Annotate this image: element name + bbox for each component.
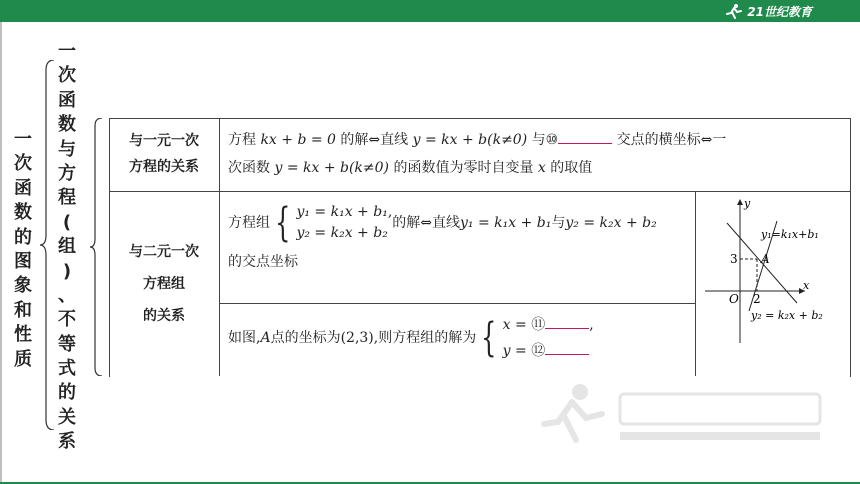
row1-content [228,126,846,182]
y-equals: y = [502,343,532,359]
intersection-graph [697,193,847,375]
row2-part2 [228,312,690,364]
line2-label: y₂ = k₂x + b₂ [751,309,823,322]
y-axis-arrow [737,199,743,205]
text: 方程组 [228,215,270,231]
solution-equations [503,312,594,364]
text: 的解⇔直线 [392,215,460,231]
runner-icon [725,3,743,19]
row2-label [110,236,218,332]
variable: x [537,160,546,176]
row1-label-line1: 与一元一次 [129,133,199,149]
title-char: 的 [14,226,32,248]
answer-blank-12[interactable] [545,340,589,355]
answer-blank-11[interactable] [545,314,589,329]
solution-line [228,312,690,364]
text: 交点的横坐标⇔一 [612,132,727,148]
point-label: A [260,330,271,346]
row2-part1-tail: 的交点坐标 [228,254,298,270]
title-char: 程 [58,187,76,209]
title-char: 一 [14,129,32,150]
title-char: 组 [58,236,76,258]
row1-label [110,128,218,180]
title-char: 等 [58,333,76,355]
title-char: 次 [14,153,32,175]
system-line [228,202,690,244]
title-char: 与 [58,138,76,160]
equation: y = kx + b(k≠0) [412,132,528,148]
title-char: 关 [58,406,76,428]
text: 如图, [228,330,261,346]
x-equals: x = [502,317,532,333]
title-char: 、 [58,284,76,306]
row2-label-line1: 与二元一次 [129,244,199,260]
left-border-line [0,22,2,484]
text: , [387,204,393,220]
subrow-divider [219,303,695,304]
text: 方程 [228,132,261,148]
row-divider [109,191,851,192]
title-char: ) [62,260,72,282]
title-char: 不 [58,309,76,331]
row2-label-line3: 的关系 [143,308,185,324]
text: 的解⇔直线 [335,132,413,148]
row1-line1 [228,126,846,154]
title-char: 函 [14,177,32,199]
line1-equation: y₁ = k₁x + b₁ [460,215,552,231]
left-brace: { [481,315,497,361]
point-a-label: A [761,252,770,266]
x-tick-2: 2 [753,292,761,306]
title-char: 象 [14,275,32,297]
watermark-logo [540,380,840,450]
title-char: 式 [58,358,76,380]
label-column-divider [219,118,220,376]
row2-part1 [228,202,690,276]
equation: y = kx + b(k≠0) [274,160,390,176]
y-axis-label: y [744,197,751,210]
sub-title-brace [90,118,106,376]
x-axis-label: x [803,279,810,292]
row1-line2 [228,154,846,182]
row2-label-line2: 方程组 [143,276,185,292]
title-char: 和 [14,299,32,321]
line1-label: y₁=k₁x+b₁ [761,228,819,241]
text: 的函数值为零时自变量 [389,160,538,176]
blank-number-12: ⑫ [531,343,546,359]
y-tick-3: 3 [730,252,738,266]
title-char: 函 [58,89,76,111]
title-char: 性 [14,324,32,346]
title-char: 数 [14,202,32,224]
text: 次函数 [228,160,275,176]
title-char: ( [62,211,72,233]
graph-column-divider [695,191,696,376]
title-char: 次 [58,65,76,87]
system-eq2: y₂ = k₂x + b₂ [296,225,388,241]
system-eq1: y₁ = k₁x + b₁ [296,204,388,220]
title-char: 方 [58,162,76,184]
text: 与 [551,215,566,231]
sub-title-vertical [56,40,78,455]
text: 的取值 [545,160,593,176]
logo-text: 21世纪教育 [747,4,812,19]
blank-number-10: ⑩ [545,132,559,148]
title-char: 数 [58,114,76,136]
origin-label: O [729,292,739,306]
equation-system [270,202,392,244]
equation: kx + b = 0 [260,132,336,148]
text: 与 [527,132,546,148]
title-char: 一 [58,41,76,62]
solution-system [476,312,593,364]
title-char: 系 [58,431,76,453]
text: , [589,317,594,333]
row1-label-line2: 方程的关系 [129,159,199,175]
line2-equation: y₂ = k₂x + b₂ [565,215,657,231]
system-equations [296,202,392,244]
brand-logo [725,2,812,20]
answer-blank-10[interactable] [558,129,612,144]
blank-number-11: ⑪ [531,317,546,333]
top-banner [0,0,860,22]
title-char: 图 [14,250,32,272]
main-title-vertical [12,128,34,372]
title-char: 的 [58,382,76,404]
text: 点的坐标为(2,3),则方程组的解为 [270,330,477,346]
left-brace: { [275,200,291,246]
title-char: 质 [14,348,32,370]
